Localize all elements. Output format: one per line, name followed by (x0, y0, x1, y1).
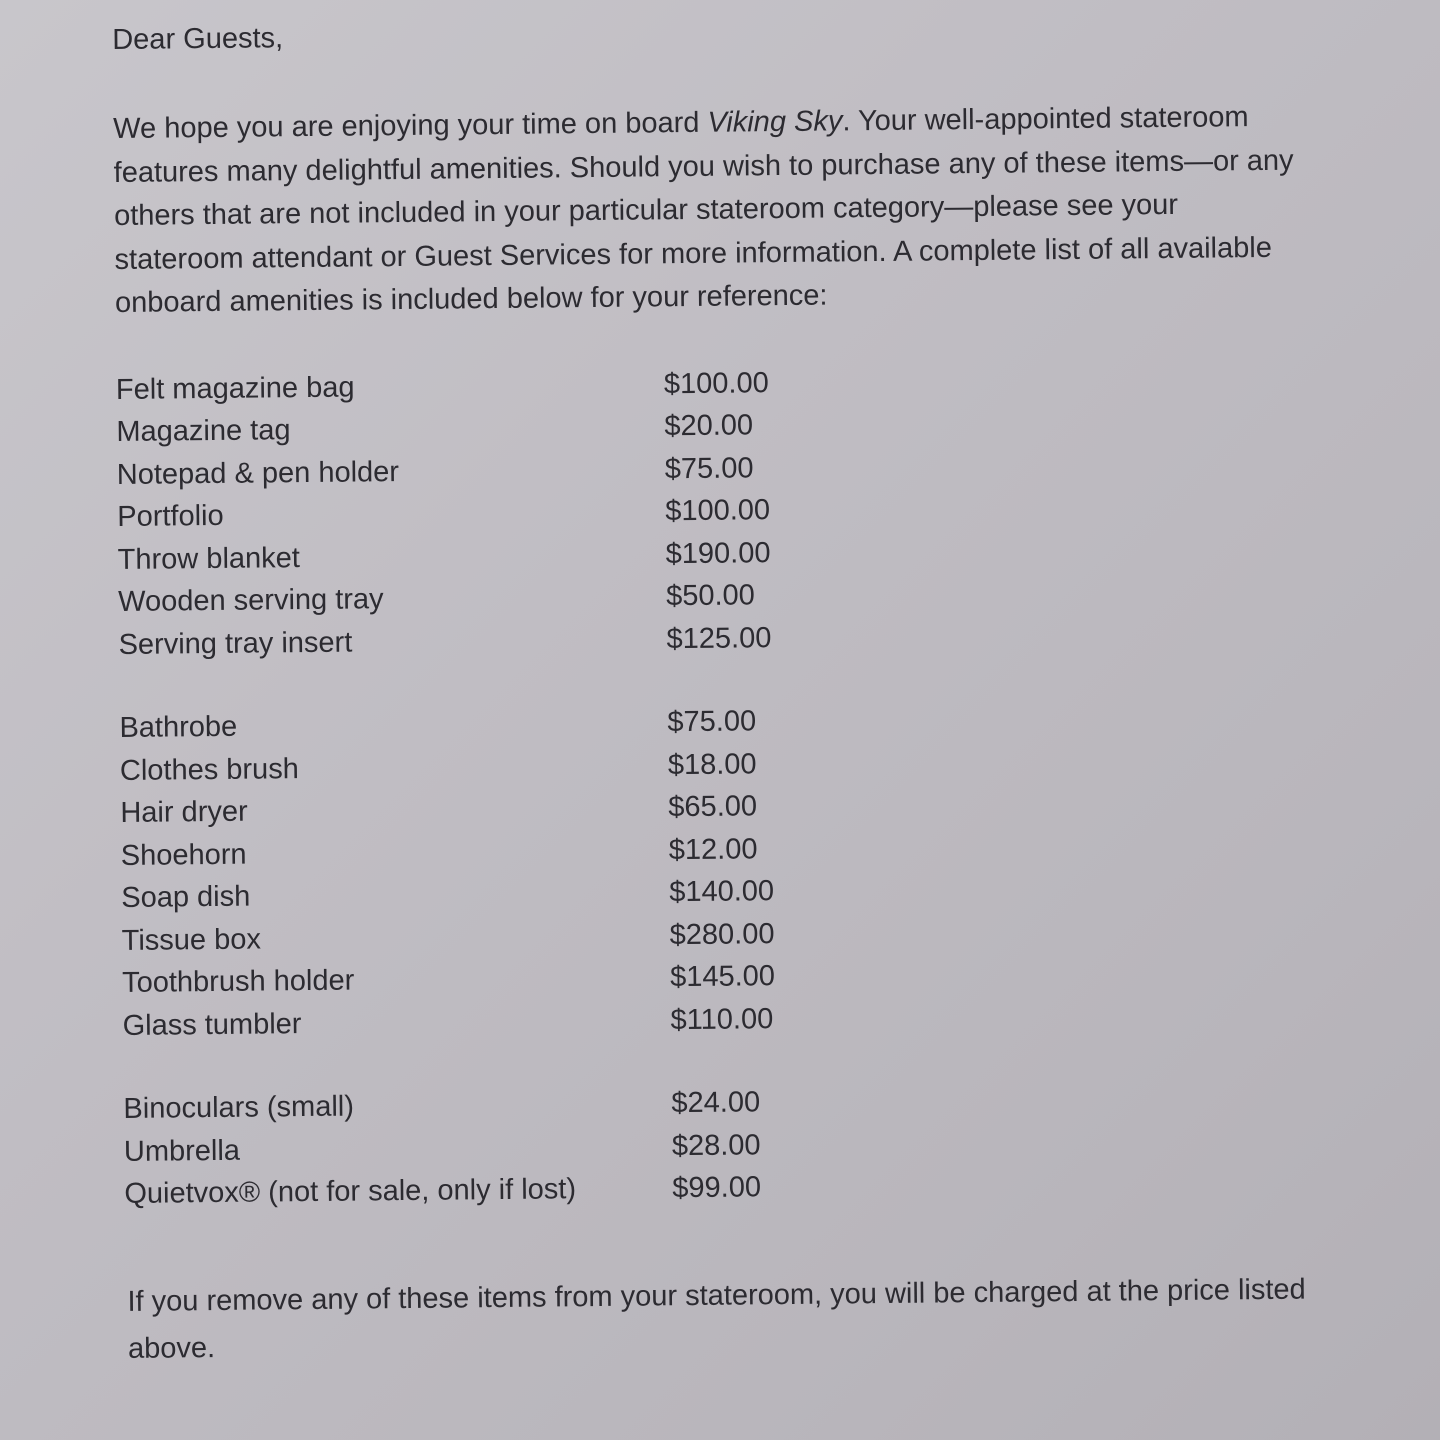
amenity-price: $99.00 (672, 1171, 762, 1205)
amenity-price: $125.00 (666, 621, 772, 655)
amenity-name: Portfolio (117, 499, 224, 533)
amenity-name: Hair dryer (120, 795, 248, 829)
amenity-name: Felt magazine bag (115, 370, 355, 406)
amenity-price: $100.00 (663, 366, 769, 400)
ship-name: Viking Sky (707, 105, 843, 139)
amenity-name: Umbrella (123, 1134, 241, 1168)
amenity-name: Binoculars (small) (123, 1090, 355, 1125)
amenity-name: Bathrobe (119, 710, 238, 744)
amenity-name: Tissue box (121, 922, 262, 957)
letter-body (112, 1, 1326, 1372)
amenity-name: Wooden serving tray (117, 583, 384, 618)
amenity-price: $12.00 (668, 832, 758, 866)
amenity-name: Clothes brush (119, 752, 300, 787)
amenity-name: Quietvox® (not for sale, only if lost) (124, 1173, 577, 1210)
amenity-price: $140.00 (669, 875, 775, 909)
amenity-price: $20.00 (664, 409, 754, 443)
amenity-name: Notepad & pen holder (116, 455, 400, 491)
amenity-name: Glass tumbler (122, 1007, 302, 1042)
intro-paragraph (113, 95, 1315, 325)
amenity-price: $100.00 (665, 494, 771, 528)
amenity-name: Shoehorn (120, 838, 247, 872)
amenity-price: $18.00 (667, 747, 757, 781)
closing-paragraph: If you remove any of these items from your stateroom, you will be charged at the price listed above. (127, 1273, 1306, 1365)
amenity-price: $50.00 (665, 579, 755, 613)
amenity-price: $110.00 (670, 1002, 774, 1036)
intro-text-end: . Your well-appointed stateroom features many delightful amenities. Should you wish to purchase any of these items—or any others that are not included in your particular stateroom category—please see your stateroom attendant or Guest Services for more information. A complete list of all available onboard amenities is included below for your reference: (113, 101, 1294, 319)
amenity-name: Serving tray insert (118, 626, 353, 661)
amenity-price: $280.00 (669, 917, 775, 951)
amenity-price: $65.00 (668, 790, 758, 824)
amenity-name: Toothbrush holder (121, 964, 355, 999)
amenity-group (123, 1075, 1324, 1215)
amenity-name: Soap dish (121, 880, 251, 914)
intro-text-start: We hope you are enjoying your time on board (113, 106, 708, 145)
amenity-group (119, 694, 1322, 1047)
amenity-price: $28.00 (671, 1128, 761, 1162)
amenity-name: Magazine tag (116, 414, 291, 448)
amenity-price: $145.00 (669, 960, 776, 994)
amenity-price: $75.00 (667, 705, 757, 739)
letter-greeting: Dear Guests, (112, 22, 284, 56)
amenity-price: $24.00 (671, 1086, 761, 1120)
amenity-price: $190.00 (665, 536, 771, 570)
amenity-price: $75.00 (664, 451, 754, 485)
amenity-name: Throw blanket (117, 541, 301, 576)
amenity-group (116, 356, 1319, 666)
amenities-price-list (116, 356, 1325, 1216)
